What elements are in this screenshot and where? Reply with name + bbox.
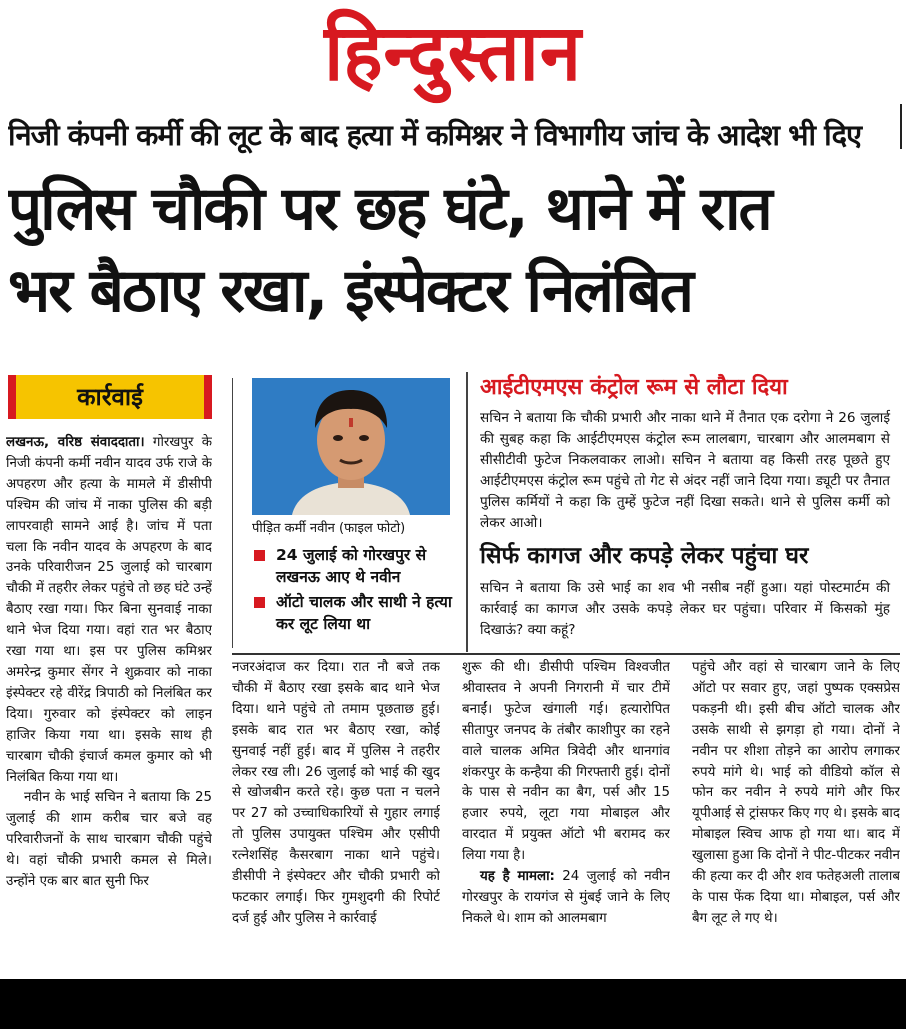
headline-line-1: पुलिस चौकी पर छह घंटे, थाने में रात [8, 174, 771, 244]
column-divider [232, 378, 233, 648]
dateline: लखनऊ, वरिष्ठ संवाददाता। [6, 435, 145, 450]
column-1 [6, 433, 212, 968]
bullet-square-icon [254, 597, 265, 608]
masthead [0, 0, 906, 105]
case-lead: यह है मामला: [480, 869, 555, 885]
bottom-bar [0, 979, 906, 1029]
box-2-title: सिर्फ कागज और कपड़े लेकर पहुंचा घर [480, 543, 809, 569]
column-1-para-2: नवीन के भाई सचिन ने बताया कि 25 जुलाई की शाम करीब चार बजे वह परिवारीजनों के साथ चारबाग चौकी पहुंचे थे। वहां चौकी प्रभारी कमल से मिले। उन्होंने एक बार बात सुनी फिर [6, 790, 212, 890]
column-divider [466, 372, 468, 652]
column-2-text: नजरअंदाज कर दिया। रात नौ बजे तक चौकी में बैठाए रखा इसके बाद थाने भेज दिया। थाने पहुंचे तो तमाम पूछताछ हुई। इसके बाद रात भर बैठाए रखा, कोई सुनवाई नहीं हुई। बाद में पुलिस ने तहरीर लेकर रख ली। 26 जुलाई को भाई की खुद से खोजबीन करते रहे। कुछ पता न चलने पर 27 को उच्चाधिकारियों से गुहार लगाई तो पुलिस उपायुक्त पश्चिम और एसीपी रत्नेशसिंह कैसरबाग नाका थाने पहुंचे। डीसीपी ने इंस्पेक्टर और चौकी प्रभारी को फटकार लगाई। फिर गुमशुदगी की रिपोर्ट दर्ज हुई और पुलिस ने कार्रवाई [232, 660, 440, 926]
bullet-square-icon [254, 550, 265, 561]
photo-caption: पीड़ित कर्मी नवीन (फाइल फोटो) [252, 521, 406, 536]
column-4 [692, 658, 900, 968]
section-tag: कार्रवाई [8, 375, 212, 419]
column-4-text: पहुंचे और वहां से चारबाग जाने के लिए ऑटो पर सवार हुए, जहां पुष्पक एक्सप्रेस पकड़नी थी। इसी बीच ऑटो चालक और उसके साथी से झगड़ा हो गया। दोनों ने नवीन पर शीशा तोड़ने का आरोप लगाकर रुपये मांगे थे। भाई को वीडियो कॉल से फोन कर नवीन ने रुपये मांगे और फिर यूपीआई से ट्रांसफर किए गए थे। इसके बाद मोबाइल स्विच आफ हो गया था। बाद में खुलासा हुआ कि दोनों ने पीट-पीटकर नवीन की हत्या कर दी और शव फतेहअली तालाब के पास फेंक दिया था। मोबाइल, पर्स और बैग लूट ले गए थे। [692, 660, 900, 926]
bullet-list [252, 544, 457, 638]
column-3-para-1: शुरू की थी। डीसीपी पश्चिम विश्वजीत श्रीवास्तव ने अपनी निगरानी में चार टीमें बनाईं। फुटेज खंगाली गई। हत्यारोपित सीतापुर जनपद के तंबौर काशीपुर का रहने वाले चालक अमित त्रिवेदी और थानगांव शंकरपुर के कन्हैया की गिरफ्तारी हुई। दोनों के पास से नवीन का बैग, पर्स और 15 हजार रुपये, लूटा गया मोबाइल और वारदात में प्रयुक्त ऑटो भी बरामद कर लिया गया है। [462, 660, 670, 864]
masthead-logo: हिन्दुस्तान [324, 7, 582, 98]
list-item: 24 जुलाई को गोरखपुर से लखनऊ आए थे नवीन [252, 544, 457, 588]
headline-line-2: भर बैठाए रखा, इंस्पेक्टर निलंबित [8, 256, 692, 326]
column-3 [462, 658, 670, 968]
column-2 [232, 658, 440, 968]
photo [252, 378, 450, 515]
box-1-title: आईटीएमएस कंट्रोल रूम से लौटा दिया [480, 375, 788, 400]
portrait-image [252, 378, 450, 515]
kicker: निजी कंपनी कर्मी की लूट के बाद हत्या में कमिश्नर ने विभागीय जांच के आदेश भी दिए [8, 118, 862, 152]
box-2-text: सचिन ने बताया कि उसे भाई का शव भी नसीब नहीं हुआ। यहां पोस्टमार्टम की कार्रवाई का कागज और उसके कपड़े लेकर घर पहुंचा। परिवार में किसको मुंह दिखाऊं? क्या कहूं? [480, 580, 890, 638]
headline [8, 168, 898, 332]
section-divider [232, 653, 900, 655]
column-1-para-1: गोरखपुर के निजी कंपनी कर्मी नवीन यादव उर्फ राजे के अपहरण और हत्या के मामले में डीसीपी पश्चिम की जांच में नाका पुलिस की बड़ी लापरवाही सामने आई है। जांच में पता चला कि नवीन यादव के अपहरण के बाद उनके परिवारीजन 25 जुलाई को चारबाग चौकी में तहरीर लेकर पहुंचे तो छह घंटे उन्हें बैठाए रखा गया। फिर बिना सुनवाई नाका थाने भेज दिया गया। वहां रात भर बैठाए रखा गया था। इस पर पुलिस कमिश्नर अमरेन्द्र कुमार सेंगर ने शुक्रवार को नाका इंस्पेक्टर रहे वीरेंद्र त्रिपाठी को निलंबित कर दिया। गुरुवार को इंस्पेक्टर को लाइन हाजिर किया गया था। इसके साथ ही चारबाग चौकी इंचार्ज कमल कुमार को भी निलंबित किया गया था। [6, 435, 212, 785]
list-item: ऑटो चालक और साथी ने हत्या कर लूट लिया था [252, 591, 457, 635]
column-3-para-2: 24 जुलाई को नवीन गोरखपुर के रायगंज से मुंबई जाने के लिए निकले थे। शाम को आलमबाग [462, 869, 670, 926]
box-1-text: सचिन ने बताया कि चौकी प्रभारी और नाका थाने में तैनात एक दरोगा ने 26 जुलाई की सुबह कहा कि आईटीएमएस कंट्रोल रूम लालबाग, चारबाग और आलमबाग से सीसीटीवी फुटेज निकलवाकर लाओ। सचिन ने बताया वह किसी तरह पूछते हुए आईटीएमएस कंट्रोल रूम पहुंचे तो गेट से अंदर नहीं जाने दिया गया। ड्यूटी पर तैनात पुलिस कर्मियों ने कहा कि तुम्हें फुटेज नहीं दिखा सकते। थाने से पुलिस कर्मी को लेकर आओ। [480, 410, 890, 531]
edge-rule [900, 104, 902, 149]
